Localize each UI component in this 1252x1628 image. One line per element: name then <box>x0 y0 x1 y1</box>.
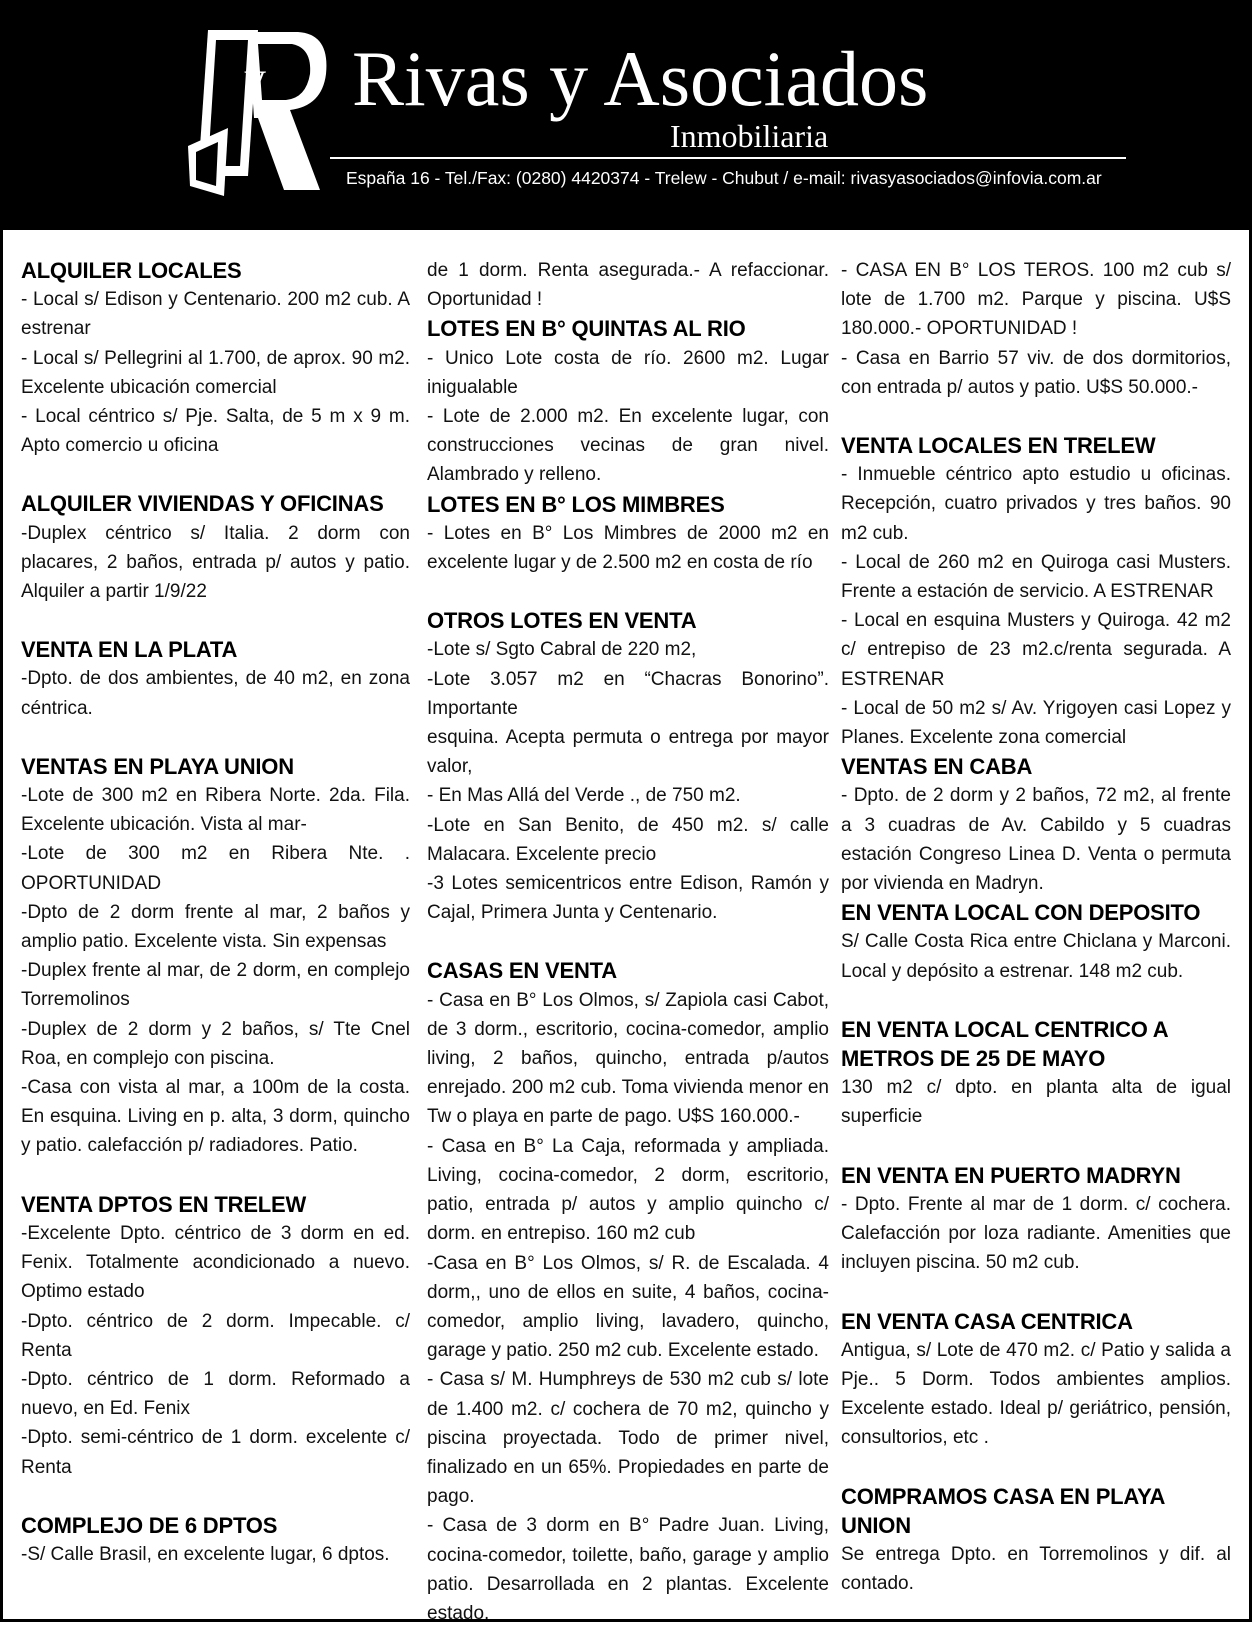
listing-item: - Unico Lote costa de río. 2600 m2. Lugar inigualable <box>427 347 829 398</box>
listing-item: -Duplex céntrico s/ Italia. 2 dorm con placares, 2 baños, entrada p/ autos y patio. Alquiler a partir 1/9/22 <box>21 522 410 603</box>
section-title: EN VENTA CASA CENTRICA <box>841 1308 1133 1334</box>
listing-item: -Dpto. semi-céntrico de 1 dorm. excelente c/ Renta <box>21 1427 410 1478</box>
listing-item: - Casa de 3 dorm en B° Padre Juan. Living, cocina-comedor, toilette, baño, garage y amplio patio. Desarrollada en 2 plantas. Excelente estado. <box>427 1515 829 1624</box>
section-title: VENTA LOCALES EN TRELEW <box>841 433 1156 459</box>
listing-item: - Dpto. de 2 dorm y 2 baños, 72 m2, al frente a 3 cuadras de Av. Cabildo y 5 cuadras estación Congreso Linea D. Venta o permuta por vivienda en Madryn. <box>841 785 1231 895</box>
listing-item: -Dpto. céntrico de 2 dorm. Impecable. c/ Renta <box>21 1310 410 1361</box>
listing-item: 130 m2 c/ dpto. en planta alta de igual superficie <box>841 1077 1231 1128</box>
column-1 <box>21 256 410 1569</box>
header-banner <box>0 0 1252 230</box>
svg-text:y: y <box>244 53 266 102</box>
column-2 <box>427 256 829 1628</box>
section-title: OTROS LOTES EN VENTA <box>427 608 697 634</box>
listing-item: -Dpto. de dos ambientes, de 40 m2, en zona céntrica. <box>21 668 410 719</box>
listing-item: esquina. Acepta permuta o entrega por mayor valor, <box>427 727 829 778</box>
listing-item: -Duplex de 2 dorm y 2 baños, s/ Tte Cnel Roa, en complejo con piscina. <box>21 1018 410 1069</box>
listing-item: S/ Calle Costa Rica entre Chiclana y Marconi. Local y depósito a estrenar. 148 m2 cub. <box>841 931 1231 982</box>
brand-name: Rivas y Asociados <box>352 35 929 122</box>
brand-subtitle: Inmobiliaria <box>670 118 829 154</box>
listing-item: -Lote 3.057 m2 en “Chacras Bonorino”. Importante <box>427 668 829 719</box>
listing-item: - En Mas Allá del Verde ., de 750 m2. <box>427 785 741 807</box>
listing-item: -Lote de 300 m2 en Ribera Norte. 2da. Fila. Excelente ubicación. Vista al mar- <box>21 785 410 836</box>
section-title: COMPRAMOS CASA EN PLAYA UNION <box>841 1483 1165 1538</box>
section-title: EN VENTA LOCAL CON DEPOSITO <box>841 900 1201 926</box>
section-title: EN VENTA LOCAL CENTRICO A METROS DE 25 DE MAYO <box>841 1016 1168 1072</box>
section-title: VENTAS EN PLAYA UNION <box>21 753 294 779</box>
section-title: LOTES EN B° QUINTAS AL RIO <box>427 316 746 342</box>
listing-item: - Local en esquina Musters y Quiroga. 42 m2 c/ entrepiso de 23 m2.c/renta segurada. A ESTRENAR <box>841 610 1231 690</box>
listing-item: - Local de 50 m2 s/ Av. Yrigoyen casi Lopez y Planes. Excelente zona comercial <box>841 697 1231 749</box>
listing-item: - Casa s/ M. Humphreys de 530 m2 cub s/ lote de 1.400 m2. c/ cochera de 70 m2, quincho y piscina proyectada. Todo de primer nivel, finalizado en un 65%. Propiedades en parte de pago. <box>427 1369 829 1508</box>
listing-item: -Lote de 300 m2 en Ribera Nte. . OPORTUNIDAD <box>21 843 410 894</box>
listing-item: -Dpto de 2 dorm frente al mar, 2 baños y amplio patio. Excelente vista. Sin expensas <box>21 901 410 953</box>
listing-item: - Lote de 2.000 m2. En excelente lugar, con construcciones vecinas de gran nivel. Alambrado y relleno. <box>427 406 829 486</box>
listing-item: - Dpto. Frente al mar de 1 dorm. c/ cochera. Calefacción por loza radiante. Amenities que incluyen piscina. 50 m2 cub. <box>841 1193 1231 1274</box>
listing-item: Antigua, s/ Lote de 470 m2. c/ Patio y salida a Pje.. 5 Dorm. Todos ambientes amplios. Excelente estado. Ideal p/ geriátrico, pensión, consultorios, etc . <box>841 1339 1231 1449</box>
listing-item: Se entrega Dpto. en Torremolinos y dif. al contado. <box>841 1543 1231 1595</box>
section-title: COMPLEJO DE 6 DPTOS <box>21 1512 278 1538</box>
listing-item: -Casa con vista al mar, a 100m de la costa. En esquina. Living en p. alta, 3 dorm, quincho y patio. calefacción p/ radiadores. Patio. <box>21 1077 410 1157</box>
listing-item: - CASA EN B° LOS TEROS. 100 m2 cub s/ lote de 1.700 m2. Parque y piscina. U$S 180.000.- OPORTUNIDAD ! <box>841 260 1231 340</box>
section-title: EN VENTA EN PUERTO MADRYN <box>841 1162 1181 1188</box>
listing-item: - Lotes en B° Los Mimbres de 2000 m2 en excelente lugar y de 2.500 m2 en costa de río <box>427 522 829 574</box>
listing-item: - Casa en B° La Caja, reformada y ampliada. Living, cocina-comedor, 2 dorm, escritorio, patio, entrada p/ autos y amplio quincho c/ dorm. en entrepiso. 160 m2 cub <box>427 1135 829 1245</box>
listing-item: -Casa en B° Los Olmos, s/ R. de Escalada. 4 dorm,, uno de ellos en suite, 4 baños, cocina-comedor, amplio living, lavadero, quincho, garage y patio. 250 m2 cub. Excelente estado. <box>427 1252 829 1362</box>
contact-line: España 16 - Tel./Fax: (0280) 4420374 - Trelew - Chubut / e-mail: rivasyasociados@infovia.com.ar <box>346 168 1102 188</box>
listing-item: -Lote en San Benito, de 450 m2. s/ calle Malacara. Excelente precio <box>427 814 829 865</box>
listing-item: - Local s/ Edison y Centenario. 200 m2 cub. A estrenar <box>21 289 410 340</box>
listing-item: -Lote s/ Sgto Cabral de 220 m2, <box>427 639 697 661</box>
listing-item: - Casa en Barrio 57 viv. de dos dormitorios, con entrada p/ autos y patio. U$S 50.000.- <box>841 347 1231 398</box>
listing-item: - Inmueble céntrico apto estudio u oficinas. Recepción, cuatro privados y tres baños. 90 m2 cub. <box>841 464 1231 544</box>
listing-item: - Local céntrico s/ Pje. Salta, de 5 m x 9 m. Apto comercio u oficina <box>21 406 410 457</box>
listing-item: -Duplex frente al mar, de 2 dorm, en complejo Torremolinos <box>21 960 410 1011</box>
section-title: VENTA EN LA PLATA <box>21 637 238 663</box>
listing-item: - Local s/ Pellegrini al 1.700, de aprox. 90 m2. Excelente ubicación comercial <box>21 347 410 398</box>
listing-item: - Casa en B° Los Olmos, s/ Zapiola casi Cabot, de 3 dorm., escritorio, cocina-comedor, amplio living, 2 baños, quincho, entrada p/autos enrejado. 200 m2 cub. Toma vivienda menor en Tw o playa en parte de pago. U$S 160.000.- <box>427 989 829 1128</box>
section-title: CASAS EN VENTA <box>427 958 617 984</box>
listing-item: -3 Lotes semicentricos entre Edison, Ramón y Cajal, Primera Junta y Centenario. <box>427 873 829 924</box>
section-title: ALQUILER LOCALES <box>21 258 242 283</box>
section-title: ALQUILER VIVIENDAS Y OFICINAS <box>21 491 384 517</box>
section-title: LOTES EN B° LOS MIMBRES <box>427 491 725 517</box>
rya-logo-icon <box>188 26 338 198</box>
listing-item: -Dpto. céntrico de 1 dorm. Reformado a nuevo, en Ed. Fenix <box>21 1368 410 1420</box>
header-divider <box>330 157 1126 159</box>
listing-item: -S/ Calle Brasil, en excelente lugar, 6 dptos. <box>21 1543 390 1565</box>
listing-item: de 1 dorm. Renta asegurada.- A refaccionar. Oportunidad ! <box>427 260 829 311</box>
listing-item: - Local de 260 m2 en Quiroga casi Musters. Frente a estación de servicio. A ESTRENAR <box>841 551 1231 603</box>
section-title: VENTAS EN CABA <box>841 754 1033 780</box>
listing-item: -Excelente Dpto. céntrico de 3 dorm en ed. Fenix. Totalmente acondicionado a nuevo. Optimo estado <box>21 1222 410 1303</box>
section-title: VENTA DPTOS EN TRELEW <box>21 1191 307 1217</box>
column-3 <box>841 256 1231 1598</box>
